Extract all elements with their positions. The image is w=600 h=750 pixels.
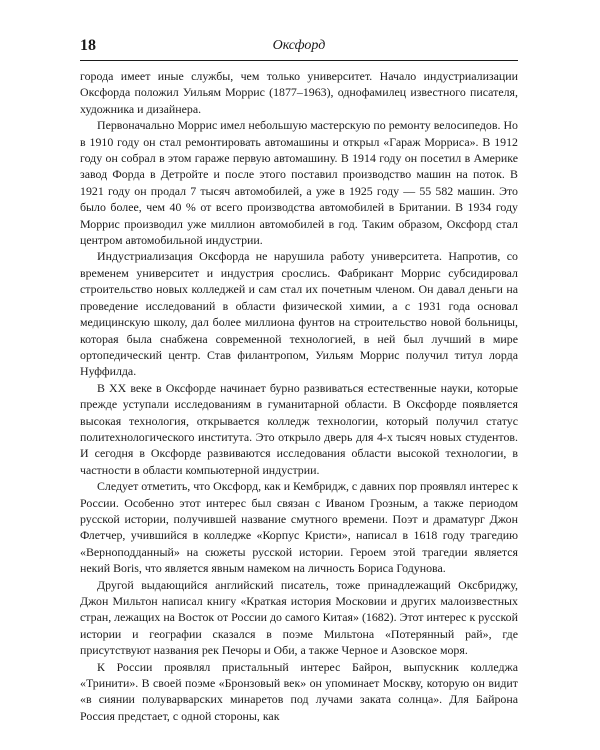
- paragraph: Следует отметить, что Оксфорд, как и Кембридж, с давних пор проявлял интерес к России. Особенно этот интерес был связан с Иваном Грозным, а также периодом русской истории, получившей название смутного времени. Поэт и драматург Джон Флетчер, учившийся в колледже «Корпус Кристи», написал в 1618 году трагедию «Верноподданный» на сюжеты русской истории. Героем этой трагедии является некий Boris, что является явным намеком на личность Бориса Годунова.: [80, 479, 518, 576]
- paragraph: Другой выдающийся английский писатель, тоже принадлежащий Оксбриджу, Джон Мильтон написал книгу «Краткая история Московии и других малоизвестных стран, лежащих на Восток от России до самого Китая» (1682). Этот интерес к русской истории и географии сказался в поэме Мильтона «Потерянный рай», где присутствуют названия рек Печоры и Оби, а также Черное и Азовское моря.: [80, 577, 518, 658]
- page-header: [80, 36, 518, 56]
- body-text: [80, 68, 518, 724]
- paragraph: Первоначально Моррис имел небольшую мастерскую по ремонту велосипедов. Но в 1910 году он стал ремонтировать автомашины и открыл «Гараж Морриса». В 1912 году он собрал в этом гараже первую автомашину. В 1914 году он посетил в Америке завод Форда в Детройте и после этого поставил производство машин на поток. В 1921 году он продал 7 тысяч автомобилей, а уже в 1925 году — 55 582 машин. Это было более, чем 40 % от всего производства автомобилей в Британии. В 1934 году Моррис производил уже миллион автомобилей в год. Таким образом, Оксфорд стал центром автомобильной индустрии.: [80, 118, 518, 248]
- header-rule: [80, 60, 518, 61]
- paragraph: К России проявлял пристальный интерес Байрон, выпускник колледжа «Тринити». В своей поэме «Бронзовый век» он упоминает Москву, которую он видит «в сиянии полуварварских минаретов под лучами заката солнца». Для Байрона Россия предстает, с одной стороны, как: [80, 659, 518, 723]
- paragraph: В XX веке в Оксфорде начинает бурно развиваться естественные науки, которые прежде уступали исследованиям в гуманитарной области. В Оксфорде появляется высокая технология, открывается колледж технологии, который получил статус политехнологического института. Это открыло дверь для 4-х тысяч новых студентов. И сегодня в Оксфорде развиваются исследования области высокой технологии, в частности в области компьютерной индустрии.: [80, 380, 518, 477]
- page-number: 18: [80, 37, 96, 54]
- paragraph: Индустриализация Оксфорда не нарушила работу университета. Напротив, со временем университет и индустрия срослись. Фабрикант Моррис субсидировал строительство новых колледжей и сам стал их почетным членом. Он давал деньги на проведение исследований в области физической химии, а с 1931 года основал медицинскую школу, дал более миллиона фунтов на строительство новой больницы, которая была снабжена современной технологией, в ней был лучший в мире ортопедический центр. Став филантропом, Уильям Моррис получил титул лорда Нуффилда.: [80, 249, 518, 379]
- paragraph: города имеет иные службы, чем только университет. Начало индустриализации Оксфорда положил Уильям Моррис (1877–1963), однофамилец известного писателя, художника и дизайнера.: [80, 69, 518, 116]
- running-title: Оксфорд: [272, 38, 326, 53]
- book-page: [80, 36, 518, 724]
